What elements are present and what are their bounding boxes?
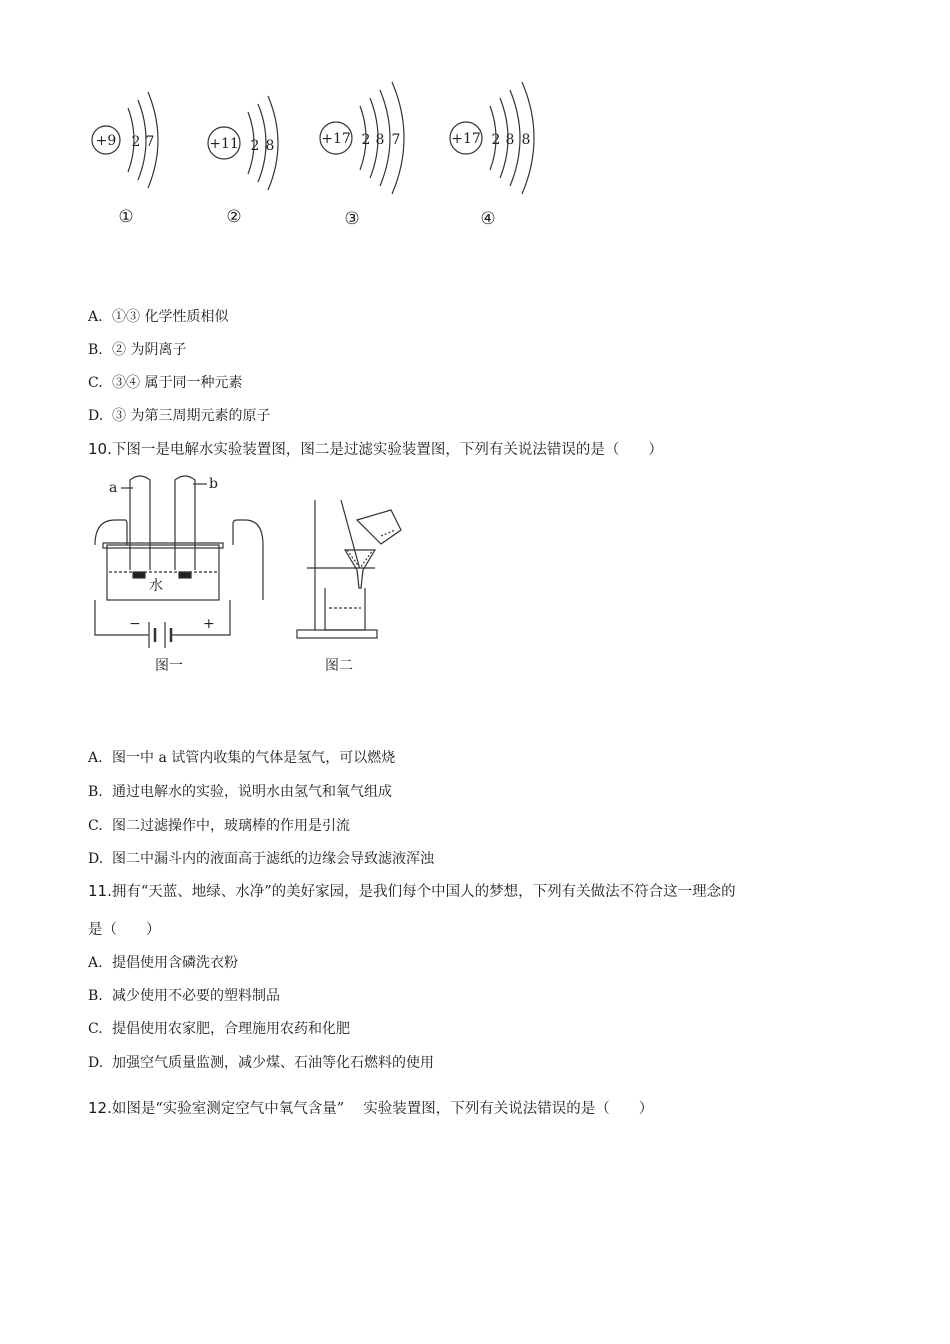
option-text: 加强空气质量监测，减少煤、石油等化石燃料的使用 [112,1055,434,1071]
question-text-line-2: 是（ ） [88,922,161,938]
option-text: ③ 为第三周期元素的原子 [112,408,271,424]
atom-3-shell-1: 2 [361,132,371,148]
q11-option-c[interactable] [88,1018,350,1038]
option-letter: A. [88,750,103,766]
atom-2-shell-1: 2 [250,138,260,154]
figure-1-caption: 图一 [155,658,183,674]
q9-option-c[interactable] [88,372,242,392]
question-number: 11. [88,882,112,900]
option-text: 提倡使用含磷洗衣粉 [112,955,238,971]
option-letter: B. [88,342,103,358]
atom-3-label: ③ [344,209,360,229]
question-number: 10. [88,440,112,458]
option-letter: C. [88,375,103,391]
q9-option-d[interactable] [88,405,270,425]
atom-4-shell-1: 2 [491,132,501,148]
q11-stem [88,880,736,901]
atom-4-nucleus: +17 [451,131,481,147]
tube-a-label: a [109,480,118,496]
q11-option-d[interactable] [88,1052,434,1072]
q10-option-c[interactable] [88,815,350,835]
option-text: ③④ 属于同一种元素 [112,375,243,391]
atom-4-shell-3: 8 [521,132,531,148]
option-letter: D. [88,408,104,424]
atom-4-label: ④ [480,209,496,229]
atom-1-shell-2: 7 [145,134,155,150]
q11-stem-continued [88,918,161,939]
atom-2-nucleus: +11 [209,136,239,152]
q9-option-a[interactable] [88,306,228,326]
option-letter: B. [88,784,103,800]
q10-option-b[interactable] [88,781,392,801]
question-text: 下图一是电解水实验装置图，图二是过滤实验装置图，下列有关说法错误的是（ ） [111,442,663,458]
option-text: ② 为阴离子 [112,342,187,358]
option-text: 减少使用不必要的塑料制品 [112,988,280,1004]
question-number: 12. [88,1099,112,1117]
q10-stem [88,438,663,459]
q10-option-a[interactable] [88,747,395,767]
option-letter: D. [88,851,104,867]
atom-2-shell-2: 8 [265,138,275,154]
question-text: 如图是“实验室测定空气中氧气含量” 实验装置图，下列有关说法错误的是（ ） [111,1101,654,1117]
atom-3-nucleus: +17 [321,131,351,147]
figure-2-caption: 图二 [325,658,353,674]
atom-1-shell-1: 2 [131,134,141,150]
q10-option-d[interactable] [88,848,434,868]
electrolysis-filtration-figure [85,470,425,690]
option-text: 图二中漏斗内的液面高于滤纸的边缘会导致滤液浑浊 [112,851,434,867]
option-text: 图一中 a 试管内收集的气体是氢气，可以燃烧 [112,750,396,766]
atom-3-shell-2: 8 [375,132,385,148]
atom-2-label: ② [226,207,242,227]
atom-structure-figure [80,80,560,240]
option-letter: D. [88,1055,104,1071]
water-label: 水 [149,578,163,594]
option-letter: B. [88,988,103,1004]
atom-1-label: ① [118,207,134,227]
plus-terminal: + [203,616,215,632]
question-text-line-1: 拥有“天蓝、地绿、水净”的美好家园，是我们每个中国人的梦想，下列有关做法不符合这一理念的 [111,884,736,900]
option-text: 提倡使用农家肥，合理施用农药和化肥 [112,1021,350,1037]
q9-option-b[interactable] [88,339,186,359]
q11-option-b[interactable] [88,985,280,1005]
tube-b-label: b [209,476,218,492]
option-text: ①③ 化学性质相似 [112,309,229,325]
option-letter: C. [88,818,103,834]
atom-3-shell-3: 7 [391,132,401,148]
option-letter: C. [88,1021,103,1037]
q11-option-a[interactable] [88,952,238,972]
option-text: 通过电解水的实验，说明水由氢气和氧气组成 [112,784,392,800]
option-letter: A. [88,955,103,971]
minus-terminal: − [129,616,141,632]
atom-4-shell-2: 8 [505,132,515,148]
option-letter: A. [88,309,103,325]
atom-1-nucleus: +9 [95,133,117,149]
option-text: 图二过滤操作中，玻璃棒的作用是引流 [112,818,350,834]
q12-stem [88,1097,653,1118]
